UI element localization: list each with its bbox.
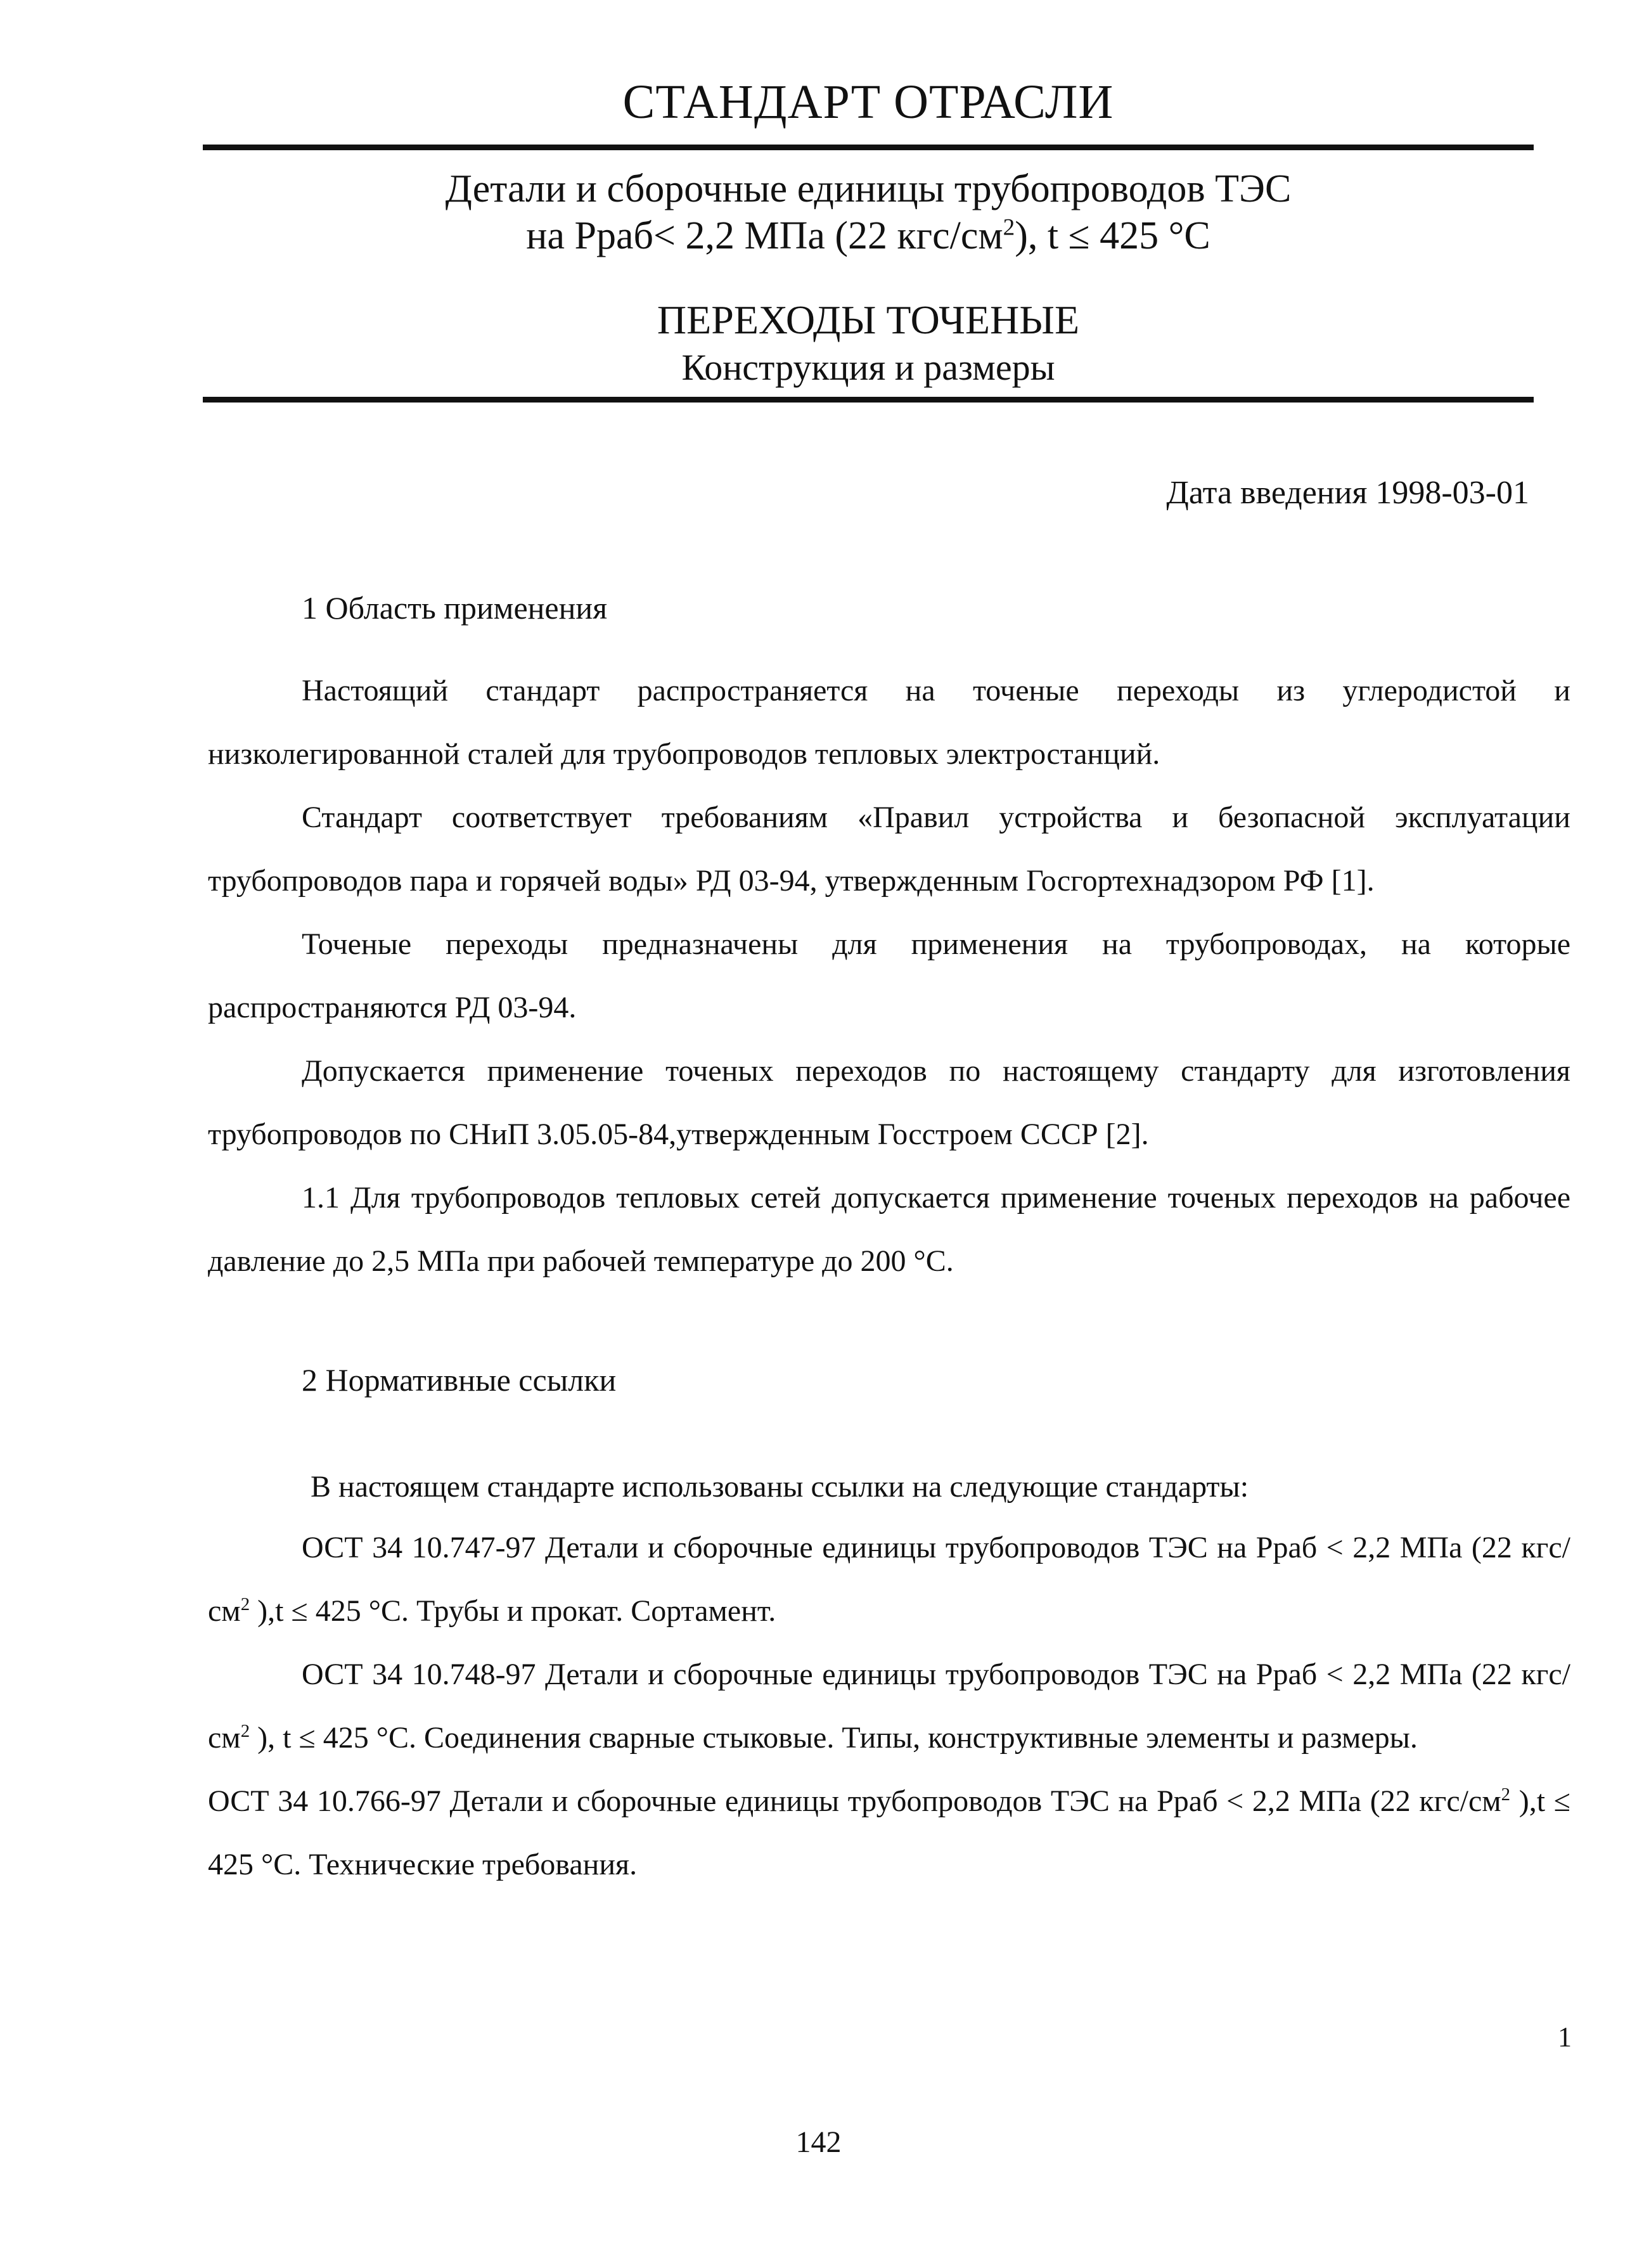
margin-mark: 1 — [1558, 2021, 1572, 2052]
reference-item — [208, 1770, 1570, 1897]
subtitle-line2-superscript: 2 — [1003, 214, 1015, 241]
reference-superscript: 2 — [240, 1594, 250, 1614]
header-top-rule — [203, 145, 1534, 150]
standard-subtitle-line1: Детали и сборочные единицы трубопроводов ТЭС — [445, 167, 1292, 210]
references-list — [208, 1516, 1570, 1897]
paragraph: Точеные переходы предназначены для применения на трубопроводах, на которые распространяются РД 03-94. — [208, 927, 1570, 1024]
reference-text-tail: ),t ≤ 425 °С. Технические требования. — [208, 1784, 1570, 1881]
standard-header-title: СТАНДАРТ ОТРАСЛИ — [622, 75, 1114, 129]
reference-text: ОСТ 34 10.766-97 Детали и сборочные единицы трубопроводов ТЭС на Рраб < 2,2 МПа (22 кгс/см — [208, 1784, 1501, 1818]
reference-superscript: 2 — [240, 1721, 250, 1741]
document-subtitle: Конструкция и размеры — [681, 347, 1055, 388]
paragraph: Допускается применение точеных переходов по настоящему стандарту для изготовления трубопроводов по СНиП 3.05.05-84,утвержденным Госстроем СССР [2]. — [208, 1054, 1570, 1151]
document-title: ПЕРЕХОДЫ ТОЧЕНЫЕ — [657, 297, 1080, 342]
subtitle-line2-part-b: ), t ≤ 425 °С — [1015, 214, 1210, 257]
references-intro: В настоящем стандарте использованы ссылки на следующие стандарты: — [311, 1470, 1249, 1504]
reference-text: ОСТ 34 10.748-97 Детали и сборочные единицы трубопроводов ТЭС на Рраб < 2,2 МПа (22 кгс/см — [208, 1658, 1570, 1755]
reference-item — [208, 1516, 1570, 1643]
section-heading-scope: 1 Область применения — [302, 590, 608, 626]
reference-text-tail: ), t ≤ 425 °С. Соединения сварные стыковые. Типы, конструктивные элементы и размеры. — [250, 1721, 1418, 1755]
paragraph: Настоящий стандарт распространяется на точеные переходы из углеродистой и низколегированной сталей для трубопроводов тепловых электростанций. — [208, 674, 1570, 771]
reference-superscript: 2 — [1501, 1784, 1511, 1805]
subtitle-line2-part-a: на Рраб< 2,2 МПа (22 кгс/см — [526, 214, 1003, 257]
reference-item — [208, 1643, 1570, 1770]
paragraph: 1.1 Для трубопроводов тепловых сетей допускается применение точеных переходов на рабочее давление до 2,5 МПа при рабочей температуре до 200 °С. — [208, 1181, 1570, 1278]
reference-text: ОСТ 34 10.747-97 Детали и сборочные единицы трубопроводов ТЭС на Рраб < 2,2 МПа (22 кгс/см — [208, 1531, 1570, 1628]
section-scope-body — [208, 659, 1570, 1293]
page-number: 142 — [795, 2125, 842, 2159]
reference-text-tail: ),t ≤ 425 °С. Трубы и прокат. Сортамент. — [250, 1594, 776, 1628]
paragraph: Стандарт соответствует требованиям «Правил устройства и безопасной эксплуатации трубопроводов пара и горячей воды» РД 03-94, утвержденным Госгортехнадзором РФ [1]. — [208, 801, 1570, 898]
section-heading-references: 2 Нормативные ссылки — [302, 1362, 617, 1398]
introduction-date: Дата введения 1998-03-01 — [1166, 475, 1529, 511]
standard-subtitle-line2 — [203, 213, 1534, 259]
header-bottom-rule — [203, 397, 1534, 403]
